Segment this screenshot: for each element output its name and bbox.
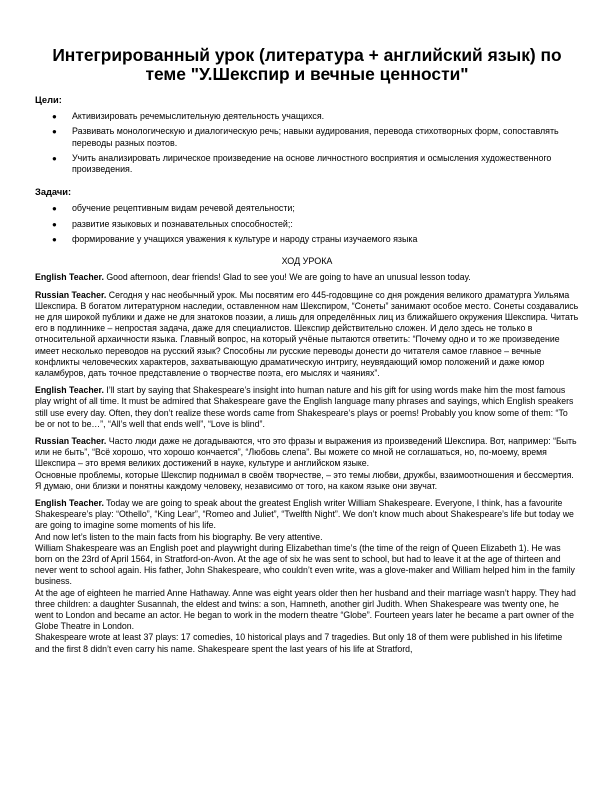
dialogue-paragraph [35,470,579,492]
task-item [52,203,579,214]
goal-item [52,111,579,122]
goal-text: Развивать монологическую и диалогическую речь; навыки аудирования, перевода стихотворных форм, сопоставлять переводы разных поэтов. [72,126,559,148]
tasks-list [35,203,579,245]
dialogue-paragraph [35,290,579,380]
dialogue-paragraph [35,436,579,470]
tasks-label: Задачи: [35,187,72,198]
dialogue-paragraph [35,385,579,430]
speaker-label: Russian Teacher. [35,289,107,300]
paragraph-text: William Shakespeare was an English poet and playwright during Elizabethan time’s (the time of the reign of Queen Elizabeth 1). He was born on the 23rd of April 1564, in Stratford-on-Avon. At the age of six he was sent to school, but had to leave it at the age of thirteen and never went to school again. His father, John Shakespeare, who couldn’t even write, was a glove-maker and William helped him in the family business. [35,542,575,587]
goal-text: Учить анализировать лирическое произведение на основе личностного восприятия и осмысления художественного произведения. [72,152,552,175]
dialogue-paragraph [35,632,579,654]
speaker-label: English Teacher. [35,498,104,509]
paragraph-text: And now let’s listen to the main facts from his biography. Be very attentive. [35,531,323,542]
task-text: развитие языковых и познавательных способностей;: [72,218,293,229]
goal-text: Активизировать речемыслительную деятельность учащихся. [72,111,325,121]
dialogue-paragraph [35,532,579,543]
goals-list [35,111,579,175]
paragraph-text: Good afternoon, dear friends! Glad to see you! We are going to have an unusual lesson today. [103,272,471,283]
bullet-icon: ● [52,204,57,214]
goals-label: Цели: [35,95,62,105]
paragraph-text: I’ll start by saying that Shakespeare’s insight into human nature and his gift for using words make him the most famous play wright of all time. It must be admired that Shakespeare gave the English language many phrases and sayings, which English speakers still use every day. Often, they don’t realize these words came from Shakespeare’s plays or poems! Probably you know some of them: “To be or not to be…”, “All’s well that ends well”, “Love is blind”. [35,385,574,429]
task-text: формирование у учащихся уважения к культуре и народу страны изучаемого языка [72,234,418,245]
bullet-icon: ● [52,219,57,229]
bullet-icon: ● [52,112,57,121]
task-item [52,218,579,230]
paragraph-text: Основные проблемы, которые Шекспир поднимал в своём творчестве, – это темы любви, дружбы, взаимоотношения и бессмертия. Я думаю, они близки и понятны каждому человеку, независимо от того, на каком языке они звучат. [35,469,574,491]
paragraph-text: Сегодня у нас необычный урок. Мы посвятим его 445-годовщине со дня рождения великого драматурга Уильяма Шекспира. В богатом литературном наследии, оставленном нам Шекспиром, “Сонеты” занимают особое место. Сонеты создавались не для широкой публики и даже не для знатоков поэзии, а лишь для определённых лиц из ближайшего окружения Шекспира. Читать его в подлиннике – непростая задача, даже для специалистов. Шекспир действительно сложен. И дело здесь не только в относительной архаичности языка. Главный вопрос, на который учёные пытаются ответить: “Почему одно и то же произведение имеет несколько переводов на русский язык? Способны ли русские переводы донести до читателя самое главное – вечные конфликты человеческих характеров, захватывающую драматическую интригу, неувядающий юмор положений и даже юмор каламбуров, дать точное представление о творчестве поэта, его мыслях и чаяниях”. [35,289,579,378]
bullet-icon: ● [52,235,57,245]
speaker-label: Russian Teacher. [35,436,107,447]
bullet-icon: ● [52,127,57,137]
bullet-icon: ● [52,153,57,163]
task-text: обучение рецептивным видам речевой деятельности; [72,203,295,214]
speaker-label: English Teacher. [35,272,104,283]
dialogue-paragraph [35,588,579,633]
dialogue-paragraph [35,543,579,588]
dialogue-paragraph [35,498,579,532]
goal-item [52,152,579,176]
task-item [52,234,579,245]
paragraph-text: Today we are going to speak about the greatest English writer William Shakespeare. Everyone, I think, has a favourite Shakespeare’s play: “Othello”, “King Lear”, “Romeo and Juliet”, “Twelfth Night”. We don’t know much about Shakespeare’s life but today we are going to imagine some moments of his life. [35,498,574,531]
paragraph-text: Часто люди даже не догадываются, что это фразы и выражения из произведений Шекспира. Вот, например: “Быть или не быть”, “Всё хорошо, что хорошо кончается”, “Любовь слепа”. Вы можете со мной не соглашаться, но, по-моему, время Шекспира – это время великих достижений в науке, культуре и английском языке. [35,436,577,469]
lesson-heading: ХОД УРОКА [281,256,333,267]
dialogue-paragraph [35,272,579,283]
paragraph-text: Shakespeare wrote at least 37 plays: 17 comedies, 10 historical plays and 7 tragedies. But only 18 of them were published in his lifetime and the first 8 didn’t even carry his name. Shakespeare spent the last years of his life at Stratford, [35,632,563,654]
document-title: Интегрированный урок (литература + английский язык) по теме "У.Шекспир и вечные ценности" [52,45,562,84]
speaker-label: English Teacher. [35,385,104,396]
goal-item [52,126,579,149]
paragraph-text: At the age of eighteen he married Anne Hathaway. Anne was eight years older then her husband and their marriage wasn’t happy. They had three children: a daughter Susannah, the eldest and twins: a son, Hamneth, another girl Judith. When Shakespeare was twenty one, he went to London and became an actor. He began to work in the modern theatre “Globe”. Fourteen years later he became a part owner of the Globe Theatre in London. [35,587,576,632]
